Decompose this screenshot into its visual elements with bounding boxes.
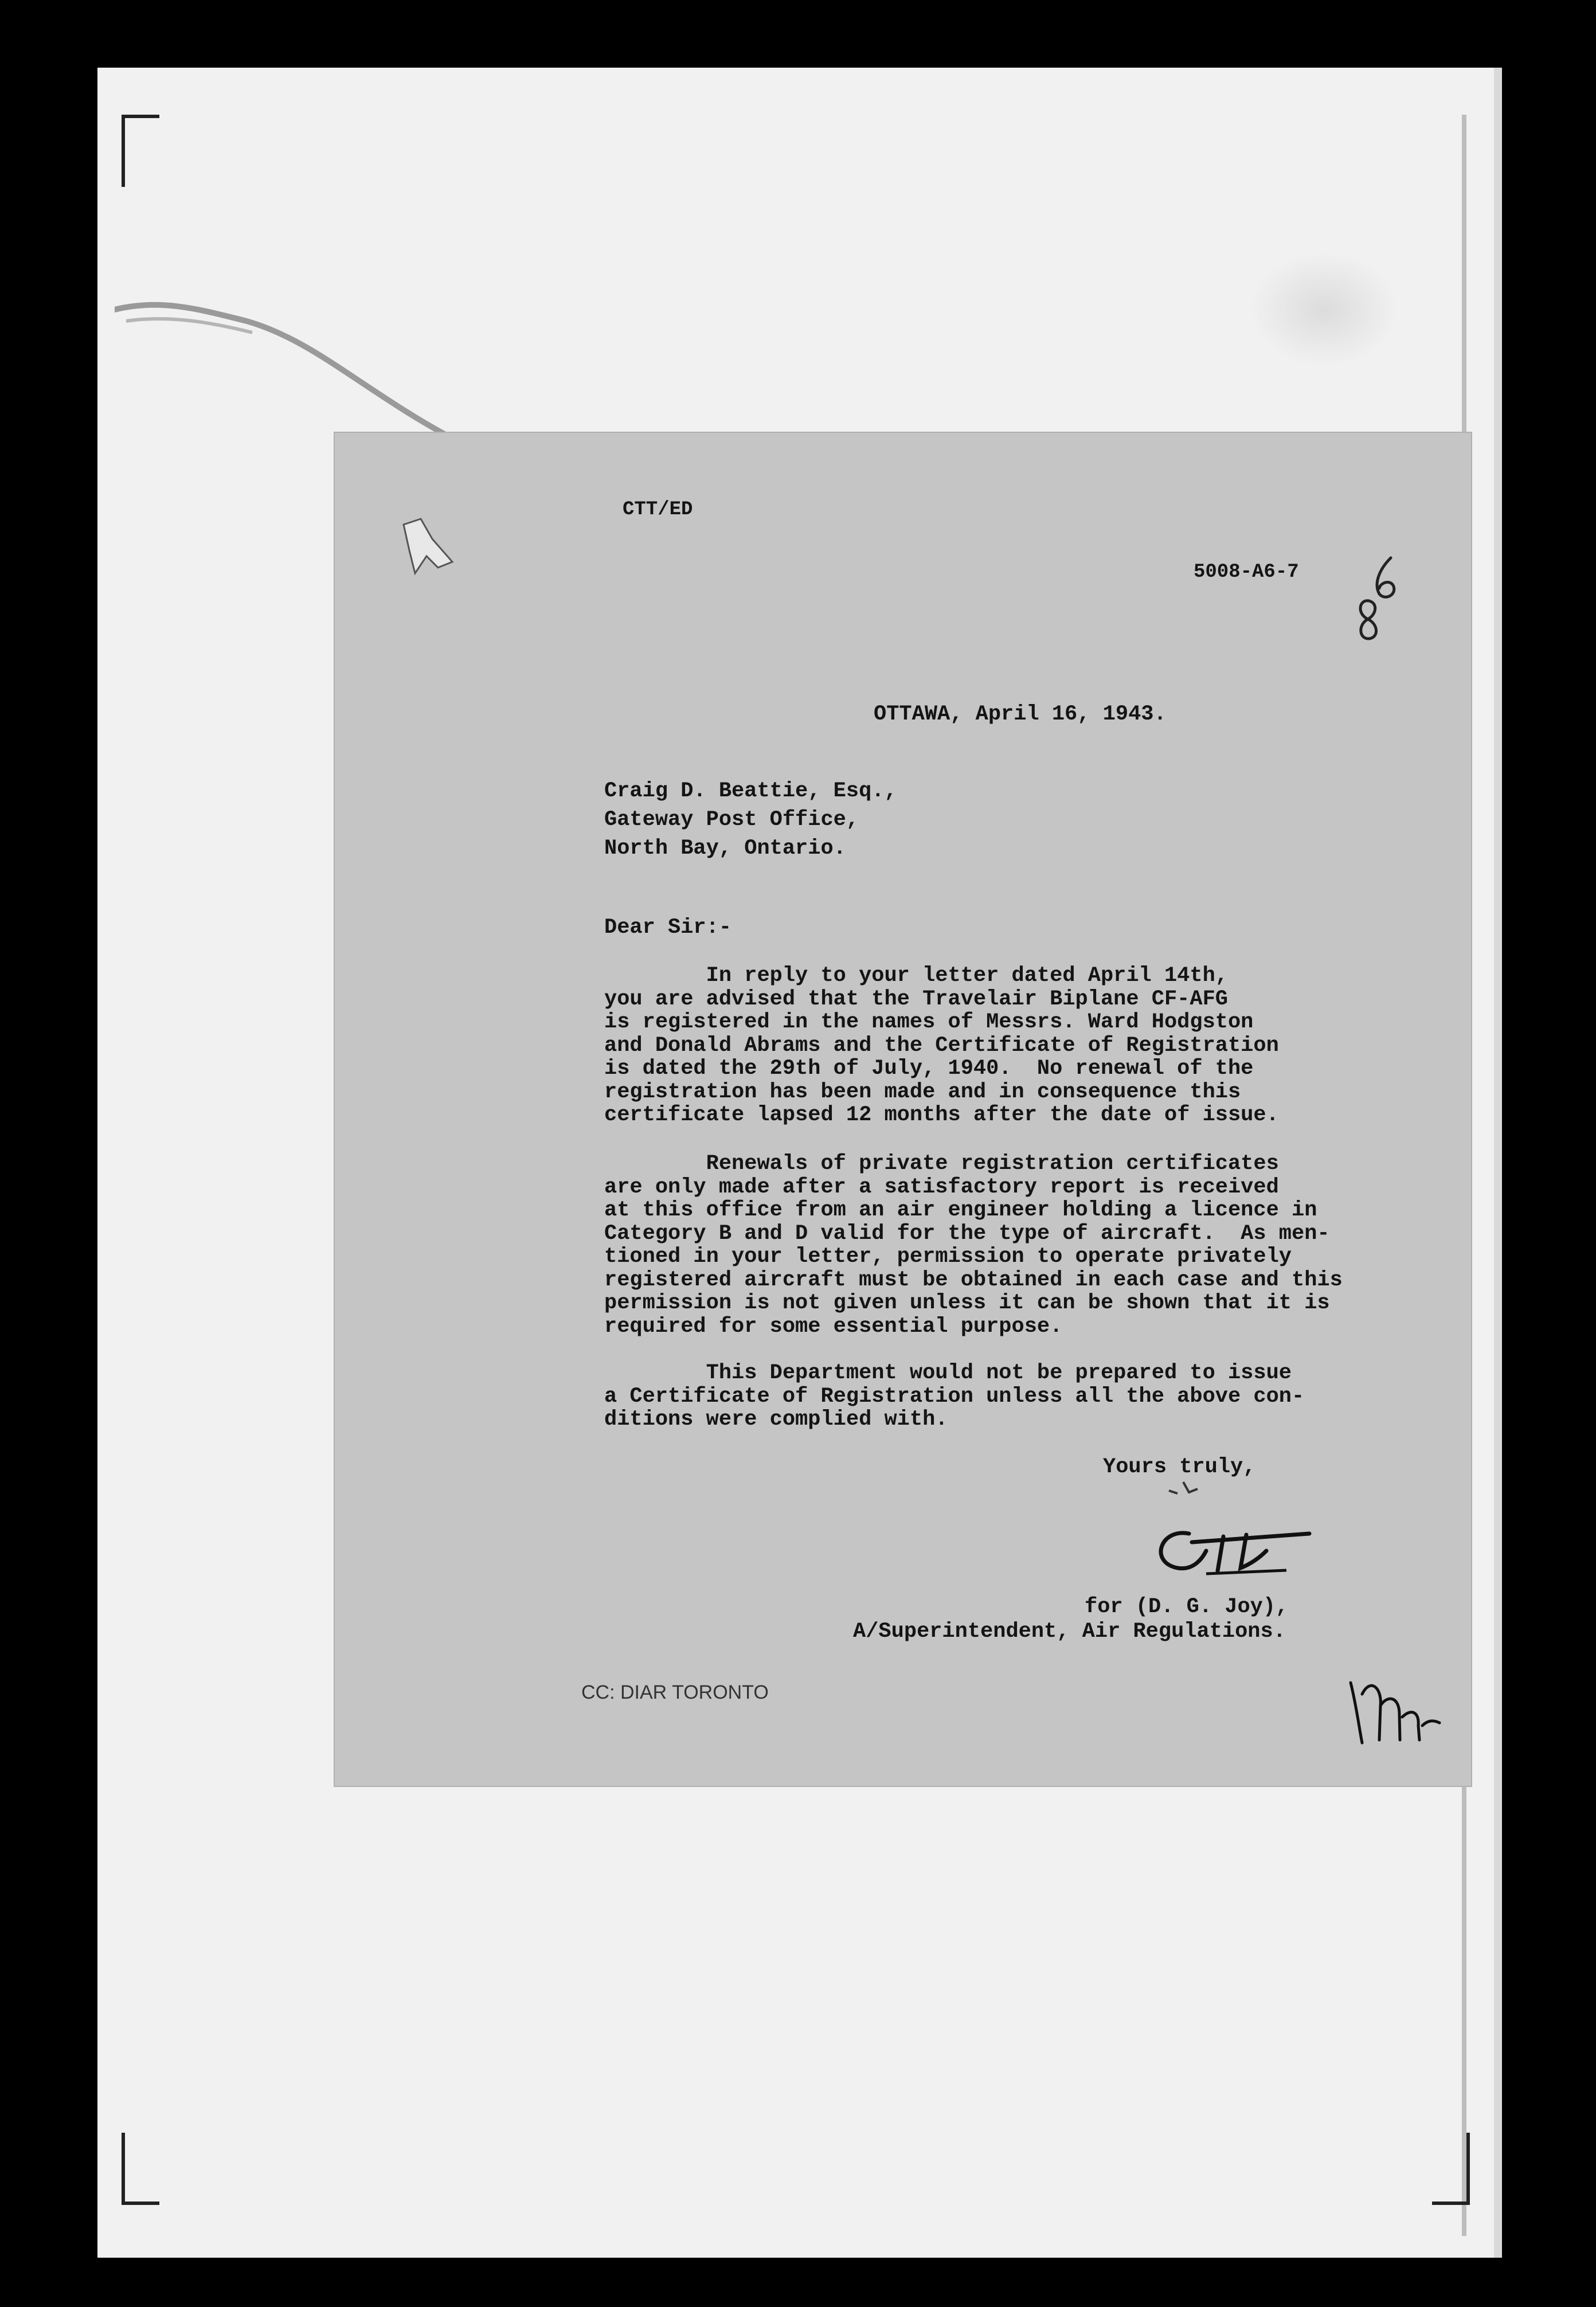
- closing: Yours truly,: [1103, 1455, 1256, 1479]
- signatory-title: A/Superintendent, Air Regulations.: [853, 1620, 1286, 1644]
- text-line: ditions were complied with.: [604, 1407, 948, 1432]
- place-and-date: OTTAWA, April 16, 1943.: [874, 702, 1167, 726]
- crop-mark-bottom-right: [1432, 2133, 1470, 2205]
- mount-right-edge: [1494, 68, 1502, 2258]
- handwritten-initials-bottom: [1345, 1671, 1442, 1751]
- address-line: Gateway Post Office,: [604, 808, 859, 832]
- reference-initials: CTT/ED: [623, 499, 693, 521]
- torn-corner-mark: [398, 516, 461, 585]
- text-line: you are advised that the Travelair Biplane CF-AFG: [604, 987, 1228, 1011]
- text-line: registered aircraft must be obtained in each case and this: [604, 1268, 1343, 1292]
- paragraph-1: [604, 964, 1279, 1127]
- text-line: a Certificate of Registration unless all the above con-: [604, 1384, 1305, 1409]
- text-line: registration has been made and in consequence this: [604, 1080, 1241, 1104]
- text-line: Renewals of private registration certificates: [604, 1152, 1279, 1176]
- crop-mark-top-left: [122, 115, 159, 187]
- text-line: In reply to your letter dated April 14th,: [604, 964, 1228, 988]
- address-line: North Bay, Ontario.: [604, 836, 846, 861]
- signature-initials: [1137, 1511, 1332, 1591]
- text-line: is dated the 29th of July, 1940. No renewal of the: [604, 1057, 1254, 1081]
- text-line: This Department would not be prepared to issue: [604, 1361, 1292, 1385]
- text-line: are only made after a satisfactory report is received: [604, 1175, 1279, 1199]
- text-line: at this office from an air engineer holding a licence in: [604, 1198, 1317, 1222]
- signatory-for: for (D. G. Joy),: [1085, 1595, 1289, 1619]
- paragraph-2: [604, 1152, 1343, 1338]
- text-line: and Donald Abrams and the Certificate of Registration: [604, 1033, 1279, 1058]
- text-line: permission is not given unless it can be shown that it is: [604, 1291, 1330, 1315]
- address-line: Craig D. Beattie, Esq.,: [604, 779, 897, 803]
- crop-mark-bottom-left: [122, 2133, 159, 2205]
- text-line: Category B and D valid for the type of aircraft. As men-: [604, 1221, 1330, 1246]
- salutation: Dear Sir:-: [604, 916, 732, 940]
- pen-tick-mark: [1166, 1476, 1200, 1499]
- handwritten-number-8: [1351, 596, 1385, 642]
- handwritten-number-6: [1368, 555, 1402, 601]
- paragraph-3: [604, 1362, 1304, 1432]
- text-line: tioned in your letter, permission to operate privately: [604, 1245, 1292, 1269]
- file-number: 5008-A6-7: [1194, 561, 1299, 583]
- text-line: certificate lapsed 12 months after the date of issue.: [604, 1103, 1279, 1127]
- letter-sheet: [335, 433, 1471, 1786]
- text-line: is registered in the names of Messrs. Ward Hodgston: [604, 1010, 1254, 1034]
- recipient-address: [604, 777, 897, 863]
- text-line: required for some essential purpose.: [604, 1314, 1063, 1339]
- tie-string: [115, 298, 464, 447]
- carbon-copy-line: CC: DIAR TORONTO: [581, 1682, 769, 1703]
- paper-smudge: [1250, 252, 1399, 367]
